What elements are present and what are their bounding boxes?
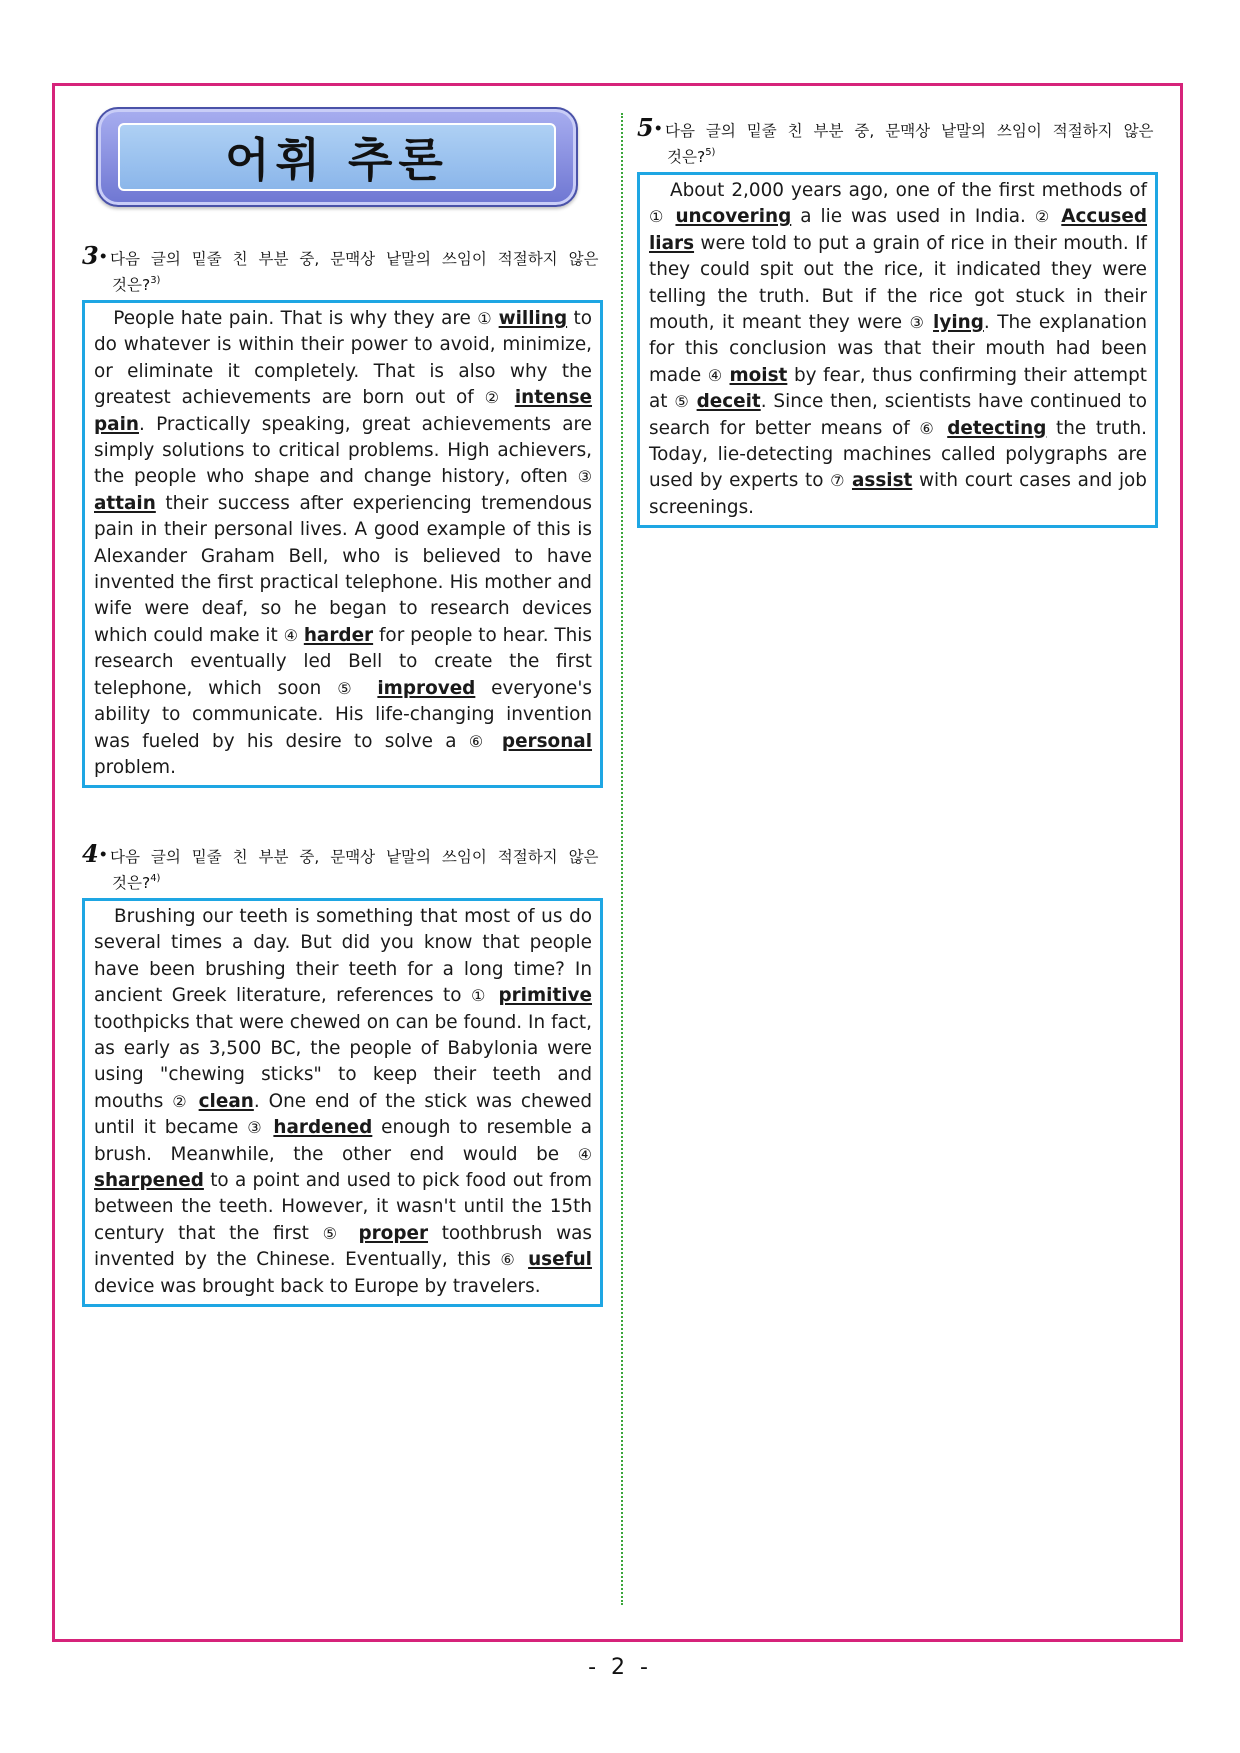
question-number: 3• [82,241,108,270]
choice-marker: ⑤ [337,678,362,698]
choice-marker: ② [172,1091,190,1111]
underlined-word: sharpened [94,1170,204,1192]
question-5 [637,113,1158,528]
passage-text [723,365,730,386]
passage-text: everyone's ability to communicate. His life-changing invention was fueled by his desire to solve a [94,677,592,752]
passage-text: device was brought back to Europe by travelers. [94,1275,541,1297]
passage-text: to a point and used to pick food out from between the teeth. However, it wasn't until the 15th century that the first [94,1170,592,1244]
choice-marker: ⑥ [468,731,490,751]
passage-text: problem. [94,756,176,778]
passage-box [637,172,1158,528]
passage-text: . One end of the stick was chewed until it became [94,1090,592,1139]
passage-text: a lie was used in India. [791,206,1035,228]
question-header [82,839,603,894]
passage-text: the truth. Today, lie-detecting machines called polygraphs are used by experts to [649,417,1147,492]
page-number: - 2 - [588,1655,652,1680]
question-prompt: 다음 글의 밑줄 친 부분 중, 문맥상 낱말의 쓰임이 적절하지 않은 것은? [665,122,1154,166]
choice-marker: ① [477,309,493,328]
section-title-panel [118,123,556,191]
passage-text: for people to hear. This research eventually led Bell to create the first telephone, which soon [94,624,592,699]
question-prompt: 다음 글의 밑줄 친 부분 중, 문맥상 낱말의 쓰임이 적절하지 않은 것은? [110,250,599,294]
underlined-word: deceit [696,391,761,413]
choice-marker: ③ [247,1118,265,1138]
footnote-marker: 4) [150,873,161,884]
section-title-plaque [96,107,578,207]
underlined-word: assist [851,470,913,492]
underlined-word: intense pain [94,387,592,435]
passage-text: toothpicks that were chewed on can be found. In fact, as early as 3,500 BC, the people of Babylonia were using "chewing sticks" to keep their teeth and mouths [94,1011,592,1112]
choice-marker: ① [470,986,489,1006]
passage-text [926,312,934,333]
question-number: 4• [82,839,108,868]
underlined-word: primitive [498,985,592,1007]
passage-text [490,731,502,752]
passage-text [845,470,852,491]
passage-text [190,1091,199,1112]
passage-text: with court cases and job screenings. [649,470,1147,518]
underlined-word: detecting [947,417,1047,439]
passage-text: . Practically speaking, great achievements are simply solutions to critical problems. High achievers, the people who shape and change history, often [94,413,592,488]
footnote-marker: 3) [150,275,161,286]
choice-marker: ② [1034,207,1053,227]
question-header [637,113,1158,168]
passage-text: Brushing our teeth is something that most of us do several times a day. But did you know that people have been brushing their teeth for a long time? In ancient Greek literature, references to [94,906,592,1007]
passage-text: People hate pain. That is why they are [94,308,478,329]
passage-text: . The explanation for this conclusion was that their mouth had been made [649,312,1147,386]
passage-text [362,678,378,699]
choice-marker: ③ [577,467,592,487]
choice-marker: ④ [577,1144,592,1164]
passage-text: enough to resemble a brush. Meanwhile, the other end would be [94,1117,593,1165]
passage-text: were told to put a grain of rice in their mouth. If they could spit out the rice, it indicated they were telling the truth. But if the rice got stuck in their mouth, it meant they were [649,232,1147,334]
passage-text: by fear, thus confirming their attempt at [649,364,1147,413]
passage-text [504,387,515,408]
underlined-word: personal [501,730,593,752]
underlined-word: attain [94,492,156,514]
choice-marker: ⑤ [674,392,690,412]
passage-text [489,985,498,1006]
choice-marker: ① [649,207,667,227]
passage-text [1052,206,1061,227]
column-divider [621,113,623,1605]
underlined-word: uncovering [675,206,792,228]
question-prompt: 다음 글의 밑줄 친 부분 중, 문맥상 낱말의 쓰임이 적절하지 않은 것은? [110,848,599,892]
underlined-word: moist [729,364,788,386]
passage-text: to do whatever is within their power to avoid, minimize, or eliminate it completely. That is also why the greatest achievements are born out of [94,308,593,409]
underlined-word: useful [528,1249,592,1271]
question-3 [82,241,603,788]
section-title: 어휘 추론 [225,133,449,187]
question-header [82,241,603,296]
passage-text: About 2,000 years ago, one of the first methods of [649,180,1147,201]
underlined-word: Accused liars [649,206,1147,254]
underlined-word: harder [303,624,374,646]
passage-text: their success after experiencing tremendous pain in their personal lives. A good example of this is Alexander Graham Bell, who is believed to have invented the first practical telephone. His mother and wife were deaf, so he began to research devices which could make it [94,492,592,646]
choice-marker: ⑤ [322,1223,345,1243]
underlined-word: improved [377,677,476,699]
underlined-word: willing [498,308,568,329]
passage-text [690,391,697,412]
question-number: 5• [637,113,663,142]
passage-box [82,898,603,1307]
choice-marker: ③ [909,313,926,333]
choice-marker: ② [484,388,504,408]
choice-marker: ④ [707,365,723,385]
choice-marker: ⑥ [919,418,938,438]
passage-text [519,1249,529,1270]
passage-text: toothbrush was invented by the Chinese. Eventually, this [94,1222,592,1271]
footnote-marker: 5) [705,147,716,158]
underlined-word: clean [198,1090,254,1112]
passage-text: . Since then, scientists have continued to search for better means of [649,391,1148,439]
choice-marker: ⑥ [500,1250,519,1270]
underlined-word: proper [358,1222,429,1244]
passage-text [938,418,948,439]
question-4 [82,839,603,1307]
passage-text [345,1223,359,1244]
underlined-word: hardened [273,1117,373,1139]
choice-marker: ⑦ [830,471,846,491]
passage-box [82,300,603,788]
underlined-word: lying [933,312,984,334]
choice-marker: ④ [283,625,298,645]
